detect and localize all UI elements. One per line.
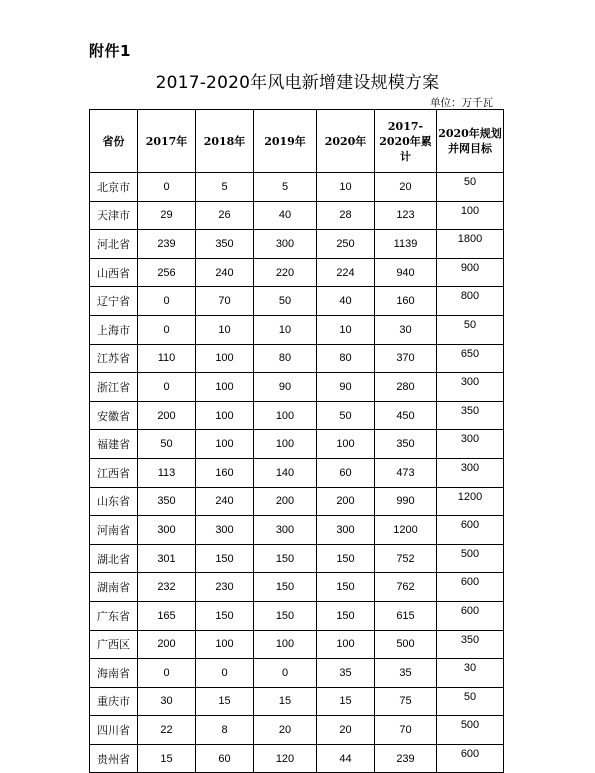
province-cell: 安徽省 [90,401,138,430]
value-cell: 230 [196,573,254,602]
value-cell: 30 [138,687,196,716]
value-cell: 300 [437,458,504,487]
province-cell: 湖北省 [90,544,138,573]
value-cell: 15 [317,687,375,716]
province-cell: 湖南省 [90,573,138,602]
value-cell: 473 [375,458,437,487]
value-cell: 150 [317,573,375,602]
value-cell: 20 [317,716,375,745]
value-cell: 8 [196,716,254,745]
province-cell: 贵州省 [90,744,138,773]
header-2020: 2020年 [317,110,375,173]
value-cell: 160 [196,458,254,487]
value-cell: 50 [254,287,317,316]
value-cell: 200 [254,487,317,516]
value-cell: 20 [254,716,317,745]
value-cell: 350 [437,401,504,430]
value-cell: 100 [196,401,254,430]
value-cell: 240 [196,487,254,516]
header-2019: 2019年 [254,110,317,173]
table-row [90,516,504,545]
province-cell: 河南省 [90,516,138,545]
province-cell: 北京市 [90,173,138,202]
province-cell: 江西省 [90,458,138,487]
value-cell: 40 [254,201,317,230]
table-row [90,630,504,659]
value-cell: 500 [437,716,504,745]
value-cell: 220 [254,258,317,287]
province-cell: 山西省 [90,258,138,287]
header-grid-target: 2020年规划并网目标 [437,110,504,173]
province-cell: 天津市 [90,201,138,230]
value-cell: 50 [138,430,196,459]
value-cell: 200 [138,630,196,659]
value-cell: 370 [375,344,437,373]
value-cell: 10 [196,315,254,344]
table-row [90,344,504,373]
value-cell: 10 [317,315,375,344]
value-cell: 140 [254,458,317,487]
value-cell: 100 [254,401,317,430]
value-cell: 90 [317,373,375,402]
value-cell: 22 [138,716,196,745]
value-cell: 239 [138,230,196,259]
value-cell: 123 [375,201,437,230]
value-cell: 75 [375,687,437,716]
province-cell: 河北省 [90,230,138,259]
value-cell: 200 [317,487,375,516]
value-cell: 300 [437,373,504,402]
value-cell: 80 [317,344,375,373]
value-cell: 224 [317,258,375,287]
value-cell: 50 [317,401,375,430]
table-row [90,601,504,630]
table-row [90,430,504,459]
header-2018: 2018年 [196,110,254,173]
value-cell: 26 [196,201,254,230]
value-cell: 500 [437,544,504,573]
value-cell: 30 [437,659,504,688]
value-cell: 100 [196,373,254,402]
value-cell: 1200 [375,516,437,545]
province-cell: 广东省 [90,601,138,630]
province-cell: 海南省 [90,659,138,688]
table-row [90,373,504,402]
value-cell: 0 [138,315,196,344]
value-cell: 100 [317,430,375,459]
value-cell: 15 [138,744,196,773]
value-cell: 239 [375,744,437,773]
value-cell: 300 [254,230,317,259]
document-title: 2017-2020年风电新增建设规模方案 [155,73,440,93]
value-cell: 762 [375,573,437,602]
value-cell: 600 [437,744,504,773]
value-cell: 150 [196,601,254,630]
value-cell: 15 [196,687,254,716]
value-cell: 0 [138,659,196,688]
value-cell: 300 [196,516,254,545]
value-cell: 250 [317,230,375,259]
value-cell: 100 [196,344,254,373]
value-cell: 120 [254,744,317,773]
table-body [90,173,504,773]
table-row [90,544,504,573]
value-cell: 1200 [437,487,504,516]
table-row [90,487,504,516]
value-cell: 100 [437,201,504,230]
province-cell: 四川省 [90,716,138,745]
value-cell: 100 [254,430,317,459]
value-cell: 600 [437,573,504,602]
value-cell: 280 [375,373,437,402]
value-cell: 300 [254,516,317,545]
wind-power-plan-table [89,109,504,773]
value-cell: 40 [317,287,375,316]
value-cell: 300 [317,516,375,545]
value-cell: 301 [138,544,196,573]
value-cell: 150 [317,601,375,630]
value-cell: 0 [138,287,196,316]
table-row [90,201,504,230]
value-cell: 60 [196,744,254,773]
value-cell: 10 [254,315,317,344]
province-cell: 福建省 [90,430,138,459]
value-cell: 900 [437,258,504,287]
province-cell: 江苏省 [90,344,138,373]
value-cell: 50 [437,173,504,202]
value-cell: 240 [196,258,254,287]
table-row [90,458,504,487]
table-header-row [90,110,504,173]
table-row [90,401,504,430]
value-cell: 300 [138,516,196,545]
table-row [90,287,504,316]
province-cell: 辽宁省 [90,287,138,316]
value-cell: 100 [254,630,317,659]
value-cell: 165 [138,601,196,630]
value-cell: 650 [437,344,504,373]
value-cell: 1139 [375,230,437,259]
value-cell: 60 [317,458,375,487]
value-cell: 20 [375,173,437,202]
province-cell: 重庆市 [90,687,138,716]
table-row [90,573,504,602]
value-cell: 0 [196,659,254,688]
value-cell: 100 [317,630,375,659]
value-cell: 0 [138,373,196,402]
value-cell: 150 [196,544,254,573]
value-cell: 600 [437,601,504,630]
value-cell: 35 [375,659,437,688]
table-row [90,744,504,773]
table-row [90,230,504,259]
value-cell: 150 [317,544,375,573]
value-cell: 10 [317,173,375,202]
value-cell: 44 [317,744,375,773]
header-cumulative: 2017-2020年累计 [375,110,437,173]
province-cell: 浙江省 [90,373,138,402]
value-cell: 80 [254,344,317,373]
value-cell: 940 [375,258,437,287]
value-cell: 232 [138,573,196,602]
value-cell: 50 [437,315,504,344]
value-cell: 100 [196,430,254,459]
unit-note: 单位：万千瓦 [430,97,493,109]
value-cell: 160 [375,287,437,316]
table-row [90,258,504,287]
value-cell: 5 [196,173,254,202]
table-row [90,716,504,745]
header-2017: 2017年 [138,110,196,173]
table-row [90,659,504,688]
table-row [90,315,504,344]
value-cell: 110 [138,344,196,373]
value-cell: 800 [437,287,504,316]
value-cell: 615 [375,601,437,630]
value-cell: 70 [375,716,437,745]
province-cell: 广西区 [90,630,138,659]
value-cell: 29 [138,201,196,230]
value-cell: 0 [254,659,317,688]
annex-label: 附件1 [89,42,131,60]
province-cell: 上海市 [90,315,138,344]
value-cell: 600 [437,516,504,545]
value-cell: 28 [317,201,375,230]
value-cell: 752 [375,544,437,573]
value-cell: 450 [375,401,437,430]
value-cell: 350 [196,230,254,259]
value-cell: 150 [254,573,317,602]
value-cell: 15 [254,687,317,716]
table-row [90,173,504,202]
value-cell: 70 [196,287,254,316]
value-cell: 200 [138,401,196,430]
value-cell: 30 [375,315,437,344]
value-cell: 0 [138,173,196,202]
value-cell: 500 [375,630,437,659]
province-cell: 山东省 [90,487,138,516]
value-cell: 300 [437,430,504,459]
value-cell: 350 [437,630,504,659]
value-cell: 100 [196,630,254,659]
value-cell: 350 [138,487,196,516]
value-cell: 5 [254,173,317,202]
value-cell: 90 [254,373,317,402]
value-cell: 113 [138,458,196,487]
value-cell: 256 [138,258,196,287]
value-cell: 150 [254,601,317,630]
table-row [90,687,504,716]
value-cell: 50 [437,687,504,716]
value-cell: 990 [375,487,437,516]
value-cell: 1800 [437,230,504,259]
value-cell: 350 [375,430,437,459]
header-province: 省份 [90,110,138,173]
value-cell: 35 [317,659,375,688]
value-cell: 150 [254,544,317,573]
